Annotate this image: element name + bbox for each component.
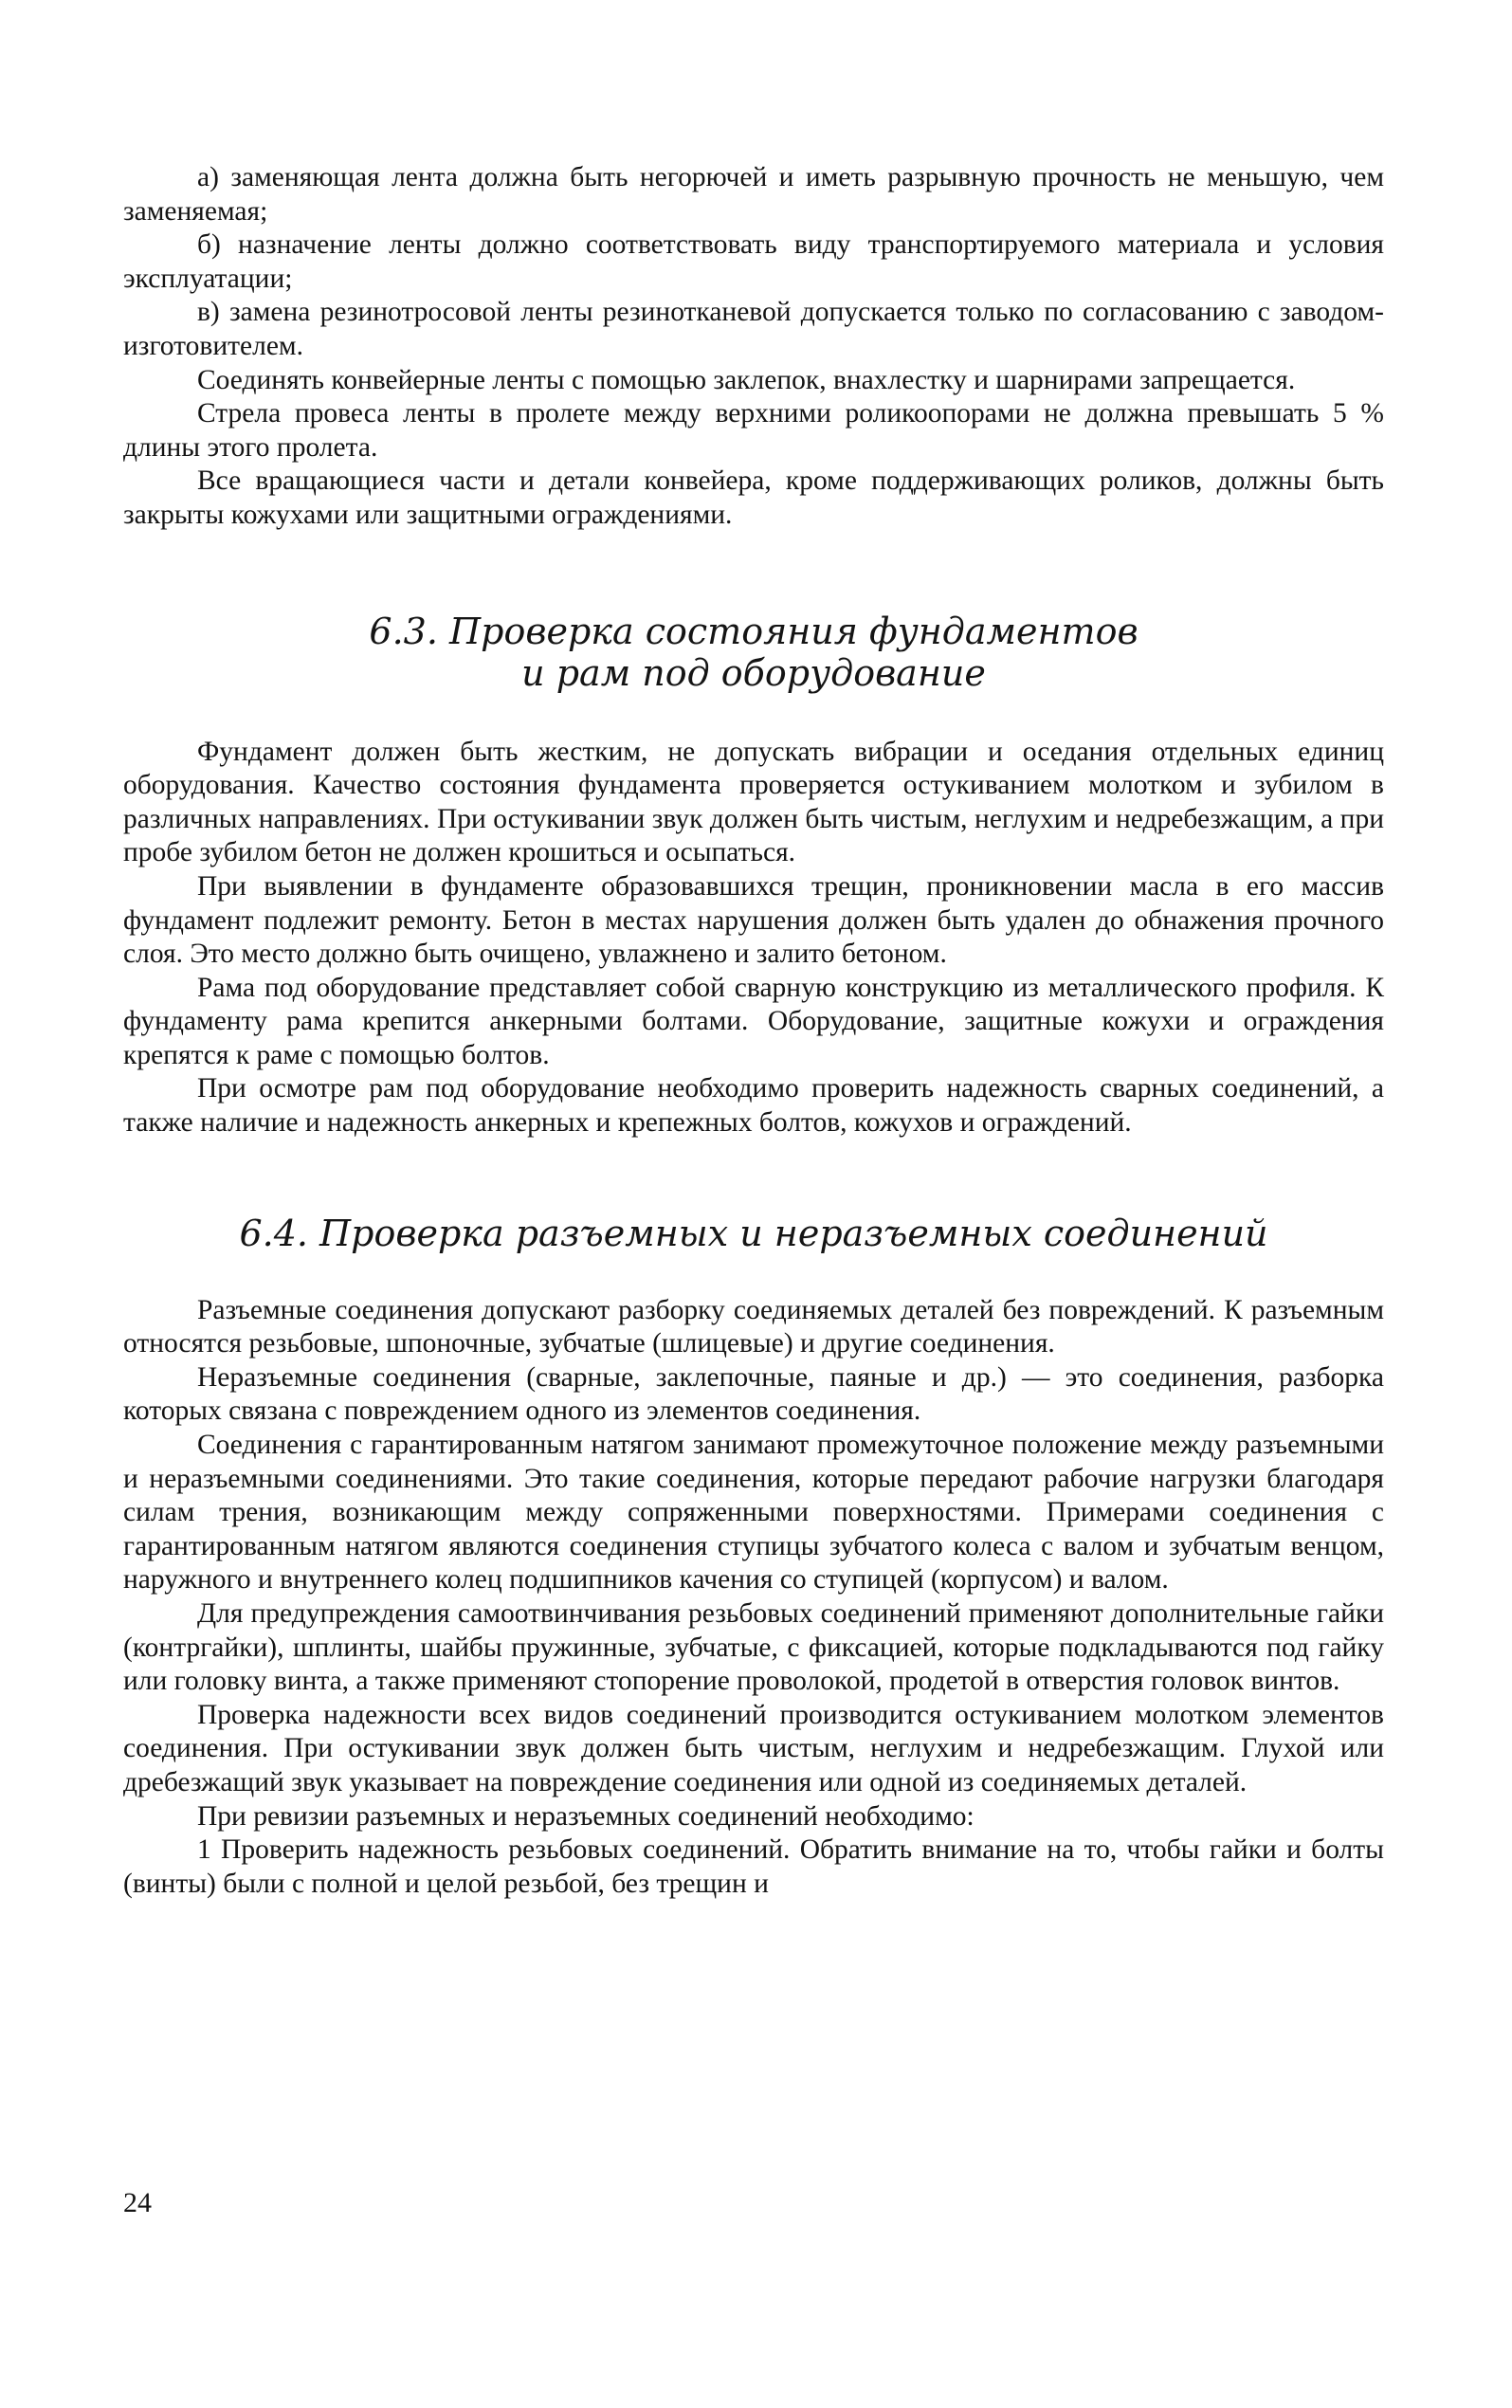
paragraph: Все вращающиеся части и детали конвейера, кроме поддерживающих роликов, должны быть закрыты кожухами или защитными ограждениями. xyxy=(123,465,1384,530)
page-number: 24 xyxy=(123,2187,152,2218)
section-heading-line: 6.3. Проверка состояния фундаментов xyxy=(369,610,1139,652)
paragraph: Проверка надежности всех видов соединений производится остукиванием молотком элементов соединения. При остукивании звук должен быть чистым, неглухим и недребезжащим. Глухой или дребезжащий звук указывает на повреждение соединения или одной из соединяемых деталей. xyxy=(123,1699,1384,1797)
paragraph: Разъемные соединения допускают разборку соединяемых деталей без повреждений. К разъемным относятся резьбовые, шпоночные, зубчатые (шлицевые) и другие соединения. xyxy=(123,1294,1384,1359)
section-heading-6-4: 6.4. Проверка разъемных и неразъемных соединений xyxy=(239,1212,1268,1254)
paragraph: Соединять конвейерные ленты с помощью заклепок, внахлестку и шарнирами запрещается. xyxy=(197,364,1296,395)
paragraph: Стрела провеса ленты в пролете между верхними роликоопорами не должна превышать 5 % длины этого пролета. xyxy=(123,398,1384,463)
list-item-a: а) заменяющая лента должна быть негорючей и иметь разрывную прочность не меньшую, чем заменяемая; xyxy=(123,162,1384,227)
paragraph: Рама под оборудование представляет собой сварную конструкцию из металлического профиля. К фундаменту рама крепится анкерными болтами. Оборудование, защитные кожухи и ограждения крепятся к раме с помощью болтов. xyxy=(123,972,1384,1070)
paragraph: Для предупреждения самоотвинчивания резьбовых соединений применяют дополнительные гайки (контргайки), шплинты, шайбы пружинные, зубчатые, с фиксацией, которые подкладываются под гайку или головку винта, а также применяют стопорение проволокой, продетой в отверстия головок винтов. xyxy=(123,1598,1384,1697)
section-heading-line: и рам под оборудование xyxy=(521,651,986,694)
paragraph: При осмотре рам под оборудование необходимо проверить надежность сварных соединений, а также наличие и надежность анкерных и крепежных болтов, кожухов и ограждений. xyxy=(123,1073,1384,1139)
paragraph: 1 Проверить надежность резьбовых соединений. Обратить внимание на то, чтобы гайки и болты (винты) были с полной и целой резьбой, без трещин и xyxy=(123,1834,1384,1899)
list-item-c: в) замена резинотросовой ленты резинотканевой допускается только по согласованию с заводом-изготовителем. xyxy=(123,297,1384,361)
paragraph: При выявлении в фундаменте образовавшихся трещин, проникновении масла в его массив фундамент подлежит ремонту. Бетон в местах нарушения должен быть удален до обнажения прочного слоя. Это место должно быть очищено, увлажнено и залито бетоном. xyxy=(123,870,1384,970)
list-item-b: б) назначение ленты должно соответствовать виду транспортируемого материала и условия эксплуатации; xyxy=(123,229,1384,294)
paragraph: При ревизии разъемных и неразъемных соединений необходимо: xyxy=(197,1800,975,1832)
paragraph: Фундамент должен быть жестким, не допускать вибрации и оседания отдельных единиц оборудования. Качество состояния фундамента проверяется остукиванием молотком и зубилом в различных направлениях. При остукивании звук должен быть чистым, неглухим и недребезжащим, а при пробе зубилом бетон не должен крошиться и осыпаться. xyxy=(123,736,1384,868)
page-body xyxy=(123,161,1384,1901)
section-heading-6-3 xyxy=(123,611,1384,694)
paragraph: Неразъемные соединения (сварные, заклепочные, паяные и др.) — это соединения, разборка которых связана с повреждением одного из элементов соединения. xyxy=(123,1361,1384,1427)
paragraph: Соединения с гарантированным натягом занимают промежуточное положение между разъемными и неразъемными соединениями. Это такие соединения, которые передают рабочие нагрузки благодаря силам трения, возникающим между сопряженными поверхностями. Примерами соединения с гарантированным натягом являются соединения ступицы зубчатого колеса с валом и зубчатым венцом, наружного и внутреннего колец подшипников качения со ступицей (корпусом) и валом. xyxy=(123,1430,1384,1596)
